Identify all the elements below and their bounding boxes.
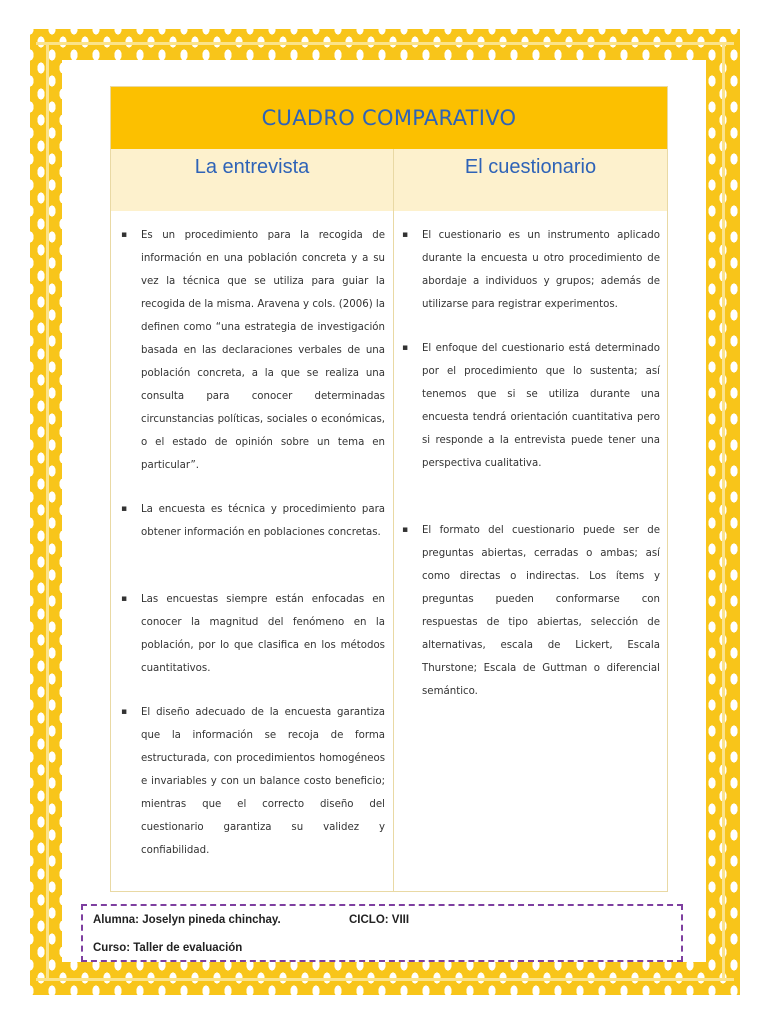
frame-vine-top (36, 42, 734, 45)
comparison-table (110, 86, 668, 892)
column-header-entrevista: La entrevista (111, 149, 394, 211)
list-item (119, 588, 385, 680)
list-item (119, 224, 385, 477)
bullet-icon: ▪ (121, 230, 128, 240)
column-cuestionario (394, 211, 667, 891)
frame-vine-right (722, 42, 725, 981)
bullet-icon: ▪ (121, 594, 128, 604)
course-label: Curso: Taller de evaluación (93, 942, 243, 954)
list-item (400, 519, 660, 703)
bullet-icon: ▪ (402, 525, 409, 535)
bullet-icon: ▪ (402, 343, 409, 353)
bullet-icon: ▪ (121, 504, 128, 514)
column-header-cuestionario: El cuestionario (394, 149, 667, 211)
list-item-text: El formato del cuestionario puede ser de preguntas abiertas, cerradas o ambas; así como directas o indirectas. Los ítems y preguntas pueden conformarse con respuestas de tipo abiertas, selección de alternativas, escala de Lickert, Escala Thurstone; Escala de Guttman o diferencial semántico. (422, 525, 660, 697)
list-item (119, 701, 385, 862)
student-name: Alumna: Joselyn pineda chinchay. (93, 914, 281, 926)
frame-vine-left (46, 42, 49, 981)
list-item-text: El diseño adecuado de la encuesta garantiza que la información se recoja de forma estructurada, con procedimientos homogéneos e invariables y con un balance costo beneficio; mientras que el correcto diseño del cuestionario garantiza su validez y confiabilidad. (141, 707, 385, 856)
list-item-text: El cuestionario es un instrumento aplicado durante la encuesta u otro procedimiento de abordaje a individuos y grupos; además de utilizarse para registrar experimentos. (422, 230, 660, 310)
list-item-text: Es un procedimiento para la recogida de información en una población concreta y a su vez la técnica que se utiliza para guiar la recogida de la misma. Aravena y cols. (2006) la definen como “una estrategia de investigación basada en las declaraciones verbales de una población concreta, a la que se realiza una consulta para conocer determinadas circunstancias políticas, sociales o económicas, o el estado de opinión sobre un tema en particular”. (141, 230, 385, 471)
list-item (400, 224, 660, 316)
list-item (400, 337, 660, 475)
list-item (119, 498, 385, 544)
column-entrevista (111, 211, 394, 891)
list-item-text: La encuesta es técnica y procedimiento para obtener información en poblaciones concretas. (141, 504, 385, 538)
frame-vine-bottom (36, 978, 734, 981)
student-info-box (81, 904, 683, 962)
cycle-label: CICLO: VIII (349, 914, 410, 926)
list-item-text: El enfoque del cuestionario está determinado por el procedimiento que lo sustenta; así tenemos que si se utiliza durante una encuesta tendrá orientación cuantitativa pero si responde a la entrevista puede tener una perspectiva cualitativa. (422, 343, 660, 469)
list-item-text: Las encuestas siempre están enfocadas en conocer la magnitud del fenómeno en la población, por lo que clasifica en los métodos cuantitativos. (141, 594, 385, 674)
bullet-icon: ▪ (402, 230, 409, 240)
table-title: CUADRO COMPARATIVO (111, 87, 667, 149)
bullet-icon: ▪ (121, 707, 128, 717)
